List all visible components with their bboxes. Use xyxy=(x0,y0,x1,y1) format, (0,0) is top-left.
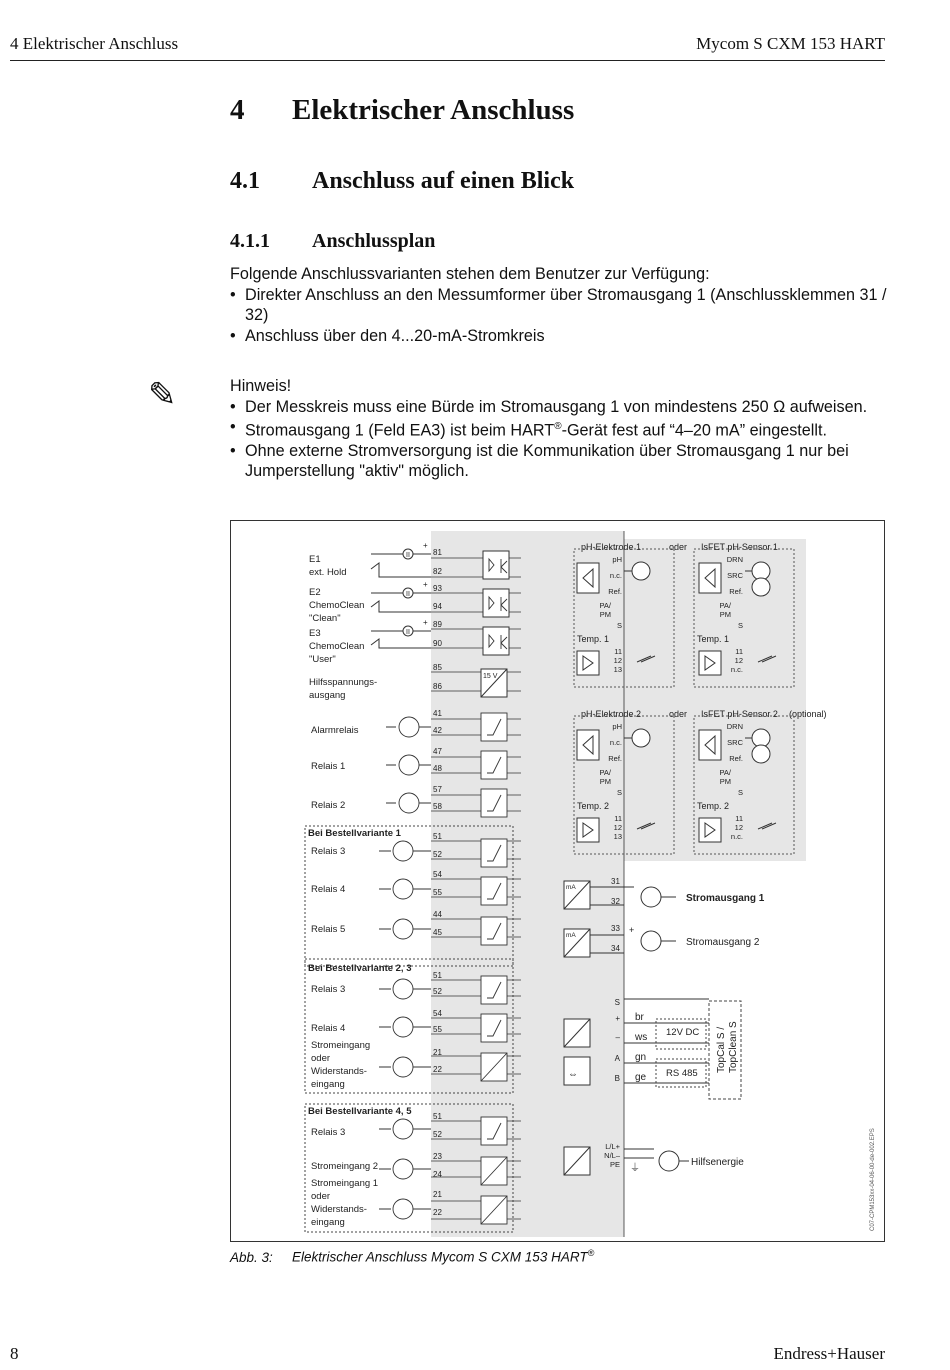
terminal-number: 81 xyxy=(433,548,442,557)
terminal-number: 41 xyxy=(433,709,442,718)
topcal-label: TopClean S xyxy=(728,1021,739,1073)
wiring-diagram-svg xyxy=(231,521,886,1243)
sensor-title: IsFET pH-Sensor 2 xyxy=(701,709,778,719)
pin-label: pH xyxy=(612,722,622,731)
bus-voltage: 12V DC xyxy=(666,1027,700,1038)
pin-label: L/L+ xyxy=(605,1142,620,1151)
power-label: Hilfsenergie xyxy=(691,1157,744,1168)
note-lead: Hinweis! xyxy=(230,377,292,395)
page-number: 8 xyxy=(10,1344,19,1363)
terminal-number: 42 xyxy=(433,726,442,735)
brand-logo: Endress+Hauser xyxy=(773,1344,885,1363)
pin-label: PM xyxy=(719,610,731,619)
pin-label: Ref. xyxy=(608,587,622,596)
terminal-number: 23 xyxy=(433,1152,442,1161)
terminal-number: 54 xyxy=(433,870,442,879)
pin-label: 13 xyxy=(613,832,622,841)
list-item: • Der Messkreis muss eine Bürde im Stromausgang 1 von mindestens 250 Ω aufweisen. xyxy=(230,397,890,418)
pin-label: A xyxy=(614,1054,620,1063)
terminal-number: 52 xyxy=(433,987,442,996)
relay-label: Relais 3 xyxy=(311,1127,346,1138)
intro-list xyxy=(230,285,890,347)
output-unit: mA xyxy=(566,932,576,939)
terminal-number: 54 xyxy=(433,1009,442,1018)
input-label: E2 xyxy=(309,587,321,598)
pin-label: 11 xyxy=(614,647,622,656)
terminal-number: 52 xyxy=(433,850,442,859)
note-text: -Gerät fest auf “4–20 mA” eingestellt. xyxy=(561,421,827,440)
pin-label: N/L– xyxy=(604,1151,620,1160)
terminal-number: 22 xyxy=(433,1065,442,1074)
pin-label: PA/ xyxy=(599,768,611,777)
pin-label: S xyxy=(616,621,622,630)
sensor-or: oder xyxy=(669,542,688,552)
terminal-number: 86 xyxy=(433,682,442,691)
digital-input-e1 xyxy=(309,541,442,578)
input-label: eingang xyxy=(311,1079,345,1090)
registered-mark: ® xyxy=(554,421,562,432)
section-title: Anschluss auf einen Blick xyxy=(312,168,575,194)
topcal-label: TopCal S / xyxy=(716,1026,727,1073)
variant-title: Bei Bestellvariante 4, 5 xyxy=(308,1106,412,1117)
output-label: Stromausgang 1 xyxy=(686,893,765,904)
svg-text:+: + xyxy=(629,925,635,935)
pin-label: 11 xyxy=(735,814,743,823)
bus-protocol: RS 485 xyxy=(666,1068,698,1079)
relay-label: Alarmrelais xyxy=(311,725,359,736)
input-label: ChemoClean xyxy=(309,641,365,652)
sensor-title: pH-Elektrode 2 xyxy=(581,709,642,719)
terminal-number: 34 xyxy=(611,944,620,953)
note-list xyxy=(230,397,890,482)
note-paragraph xyxy=(230,376,890,482)
relay-label: Relais 1 xyxy=(311,761,346,772)
digital-input-e3 xyxy=(309,618,442,665)
temp-label: Temp. 1 xyxy=(697,634,730,644)
pin-label: Ref. xyxy=(608,754,622,763)
pin-label: S xyxy=(737,788,743,797)
terminal-number: 82 xyxy=(433,567,442,576)
pin-label: 12 xyxy=(734,823,743,832)
pin-label: 11 xyxy=(614,814,622,823)
wire-color: ge xyxy=(635,1072,647,1083)
aux-label: Hilfsspannungs- xyxy=(309,677,378,688)
pin-label: 12 xyxy=(613,823,622,832)
list-item: • Ohne externe Stromversorgung ist die Kommunikation über Stromausgang 1 nur bei Jumperstellung "aktiv" möglich. xyxy=(230,441,890,482)
terminal-number: 89 xyxy=(433,620,442,629)
pin-label: – xyxy=(615,1033,620,1042)
pin-label: Ref. xyxy=(729,754,743,763)
relay-label: Relais 2 xyxy=(311,800,346,811)
input-label: Widerstands- xyxy=(311,1066,367,1077)
input-label: ext. Hold xyxy=(309,567,347,578)
wire-color: gn xyxy=(635,1052,647,1063)
terminal-number: 47 xyxy=(433,747,442,756)
list-item xyxy=(230,417,890,441)
chapter-title: Elektrischer Anschluss xyxy=(292,94,575,126)
terminal-number: 55 xyxy=(433,888,442,897)
input-label: Stromeingang 2 xyxy=(311,1161,379,1172)
relay-2 xyxy=(311,785,442,811)
pin-label: n.c. xyxy=(730,832,743,841)
pencil-icon: ✎ xyxy=(148,376,177,414)
terminal-number: 45 xyxy=(433,928,442,937)
relay-label: Relais 3 xyxy=(311,984,346,995)
terminal-number: 22 xyxy=(433,1208,442,1217)
note-text: Stromausgang 1 (Feld EA3) ist beim HART xyxy=(245,421,555,440)
pin-label: 12 xyxy=(613,656,622,665)
pin-label: PM xyxy=(599,777,611,786)
terminal-number: 58 xyxy=(433,802,442,811)
subsection-heading xyxy=(230,230,435,253)
wiring-diagram xyxy=(230,520,885,1242)
subsection-number: 4.1.1 xyxy=(230,230,270,252)
wire-color: ws xyxy=(635,1032,648,1043)
pin-label: SRC xyxy=(727,738,743,747)
pin-label: n.c. xyxy=(730,665,743,674)
running-header-product: Mycom S CXM 153 HART xyxy=(696,34,885,53)
temp-label: Temp. 2 xyxy=(697,801,730,811)
terminal-number: 24 xyxy=(433,1170,442,1179)
input-label: oder xyxy=(311,1191,331,1202)
terminal-number: 57 xyxy=(433,785,442,794)
pin-label: S xyxy=(737,621,743,630)
input-label: Stromeingang xyxy=(311,1040,371,1051)
terminal-number: 31 xyxy=(611,877,620,886)
terminal-number: 33 xyxy=(611,924,620,933)
terminal-number: 93 xyxy=(433,584,442,593)
input-label: eingang xyxy=(311,1217,345,1228)
sensor-title: pH-Elektrode 1 xyxy=(581,542,642,552)
svg-text:+: + xyxy=(423,618,428,627)
input-label: oder xyxy=(311,1053,331,1064)
input-label: E1 xyxy=(309,554,321,565)
temp-label: Temp. 1 xyxy=(577,634,610,644)
input-label: ChemoClean xyxy=(309,600,365,611)
registered-mark: ® xyxy=(587,1248,595,1258)
terminal-number: 48 xyxy=(433,764,442,773)
chapter-number: 4 xyxy=(230,94,245,126)
pin-label: Ref. xyxy=(729,587,743,596)
chapter-heading xyxy=(230,94,574,127)
section-number: 4.1 xyxy=(230,168,260,194)
header-rule xyxy=(10,60,885,61)
pin-label: DRN xyxy=(726,722,743,731)
terminal-number: 85 xyxy=(433,663,442,672)
svg-text:II: II xyxy=(406,629,410,636)
input-label: Stromeingang 1 xyxy=(311,1178,379,1189)
pin-label: DRN xyxy=(726,555,743,564)
sensor-or: oder xyxy=(669,709,688,719)
variant-title: Bei Bestellvariante 1 xyxy=(308,828,401,839)
list-item: • Direkter Anschluss an den Messumformer über Stromausgang 1 (Anschlussklemmen 31 / 32) xyxy=(230,285,890,326)
sensor-title: IsFET pH-Sensor 1 xyxy=(701,542,778,552)
pin-label: S xyxy=(614,998,620,1007)
svg-text:II: II xyxy=(406,552,410,559)
pin-label: PE xyxy=(609,1160,620,1169)
intro-lead: Folgende Anschlussvarianten stehen dem Benutzer zur Verfügung: xyxy=(230,265,710,283)
pin-label: n.c. xyxy=(609,571,622,580)
intro-paragraph xyxy=(230,264,890,346)
pin-label: n.c. xyxy=(609,738,622,747)
relay-label: Relais 3 xyxy=(311,846,346,857)
terminal-number: 51 xyxy=(433,832,442,841)
relay-1 xyxy=(311,747,442,773)
input-label: E3 xyxy=(309,628,321,639)
caption-text: Elektrischer Anschluss Mycom S CXM 153 HART xyxy=(292,1249,588,1265)
pin-label: B xyxy=(614,1074,620,1083)
pin-label: PA/ xyxy=(719,768,731,777)
terminal-number: 55 xyxy=(433,1025,442,1034)
pin-label: PM xyxy=(719,777,731,786)
pin-label: 13 xyxy=(613,665,622,674)
relay-label: Relais 4 xyxy=(311,1023,346,1034)
ground-icon: ⏚ xyxy=(630,1163,640,1174)
pin-label: 12 xyxy=(734,656,743,665)
figure-number: Abb. 3: xyxy=(230,1249,273,1265)
temp-label: Temp. 2 xyxy=(577,801,610,811)
aux-label: ausgang xyxy=(309,690,346,701)
figure-caption xyxy=(230,1248,594,1265)
input-label: Widerstands- xyxy=(311,1204,367,1215)
svg-text:+: + xyxy=(423,580,428,589)
subsection-title: Anschlussplan xyxy=(312,230,436,252)
svg-text:II: II xyxy=(406,591,410,598)
relay-label: Relais 5 xyxy=(311,924,346,935)
terminal-number: 21 xyxy=(433,1190,442,1199)
pin-label: pH xyxy=(612,555,622,564)
terminal-number: 32 xyxy=(611,897,620,906)
terminal-number: 52 xyxy=(433,1130,442,1139)
svg-text:⇔: ⇔ xyxy=(568,1069,578,1080)
pin-label: 11 xyxy=(735,647,743,656)
terminal-number: 51 xyxy=(433,971,442,980)
relay-alarm xyxy=(311,709,442,736)
output-unit: mA xyxy=(566,884,576,891)
terminal-number: 90 xyxy=(433,639,442,648)
wire-color: br xyxy=(635,1012,644,1023)
terminal-number: 21 xyxy=(433,1048,442,1057)
variant-title: Bei Bestellvariante 2, 3 xyxy=(308,963,412,974)
terminal-number: 51 xyxy=(433,1112,442,1121)
running-header-chapter: 4 Elektrischer Anschluss xyxy=(10,34,179,53)
pin-label: PM xyxy=(599,610,611,619)
terminal-number: 94 xyxy=(433,602,442,611)
pin-label: SRC xyxy=(727,571,743,580)
list-item: • Anschluss über den 4...20-mA-Stromkreis xyxy=(230,326,890,347)
terminal-number: 44 xyxy=(433,910,442,919)
input-label: "User" xyxy=(309,654,336,665)
relay-label: Relais 4 xyxy=(311,884,346,895)
pin-label: S xyxy=(616,788,622,797)
pin-label: PA/ xyxy=(599,601,611,610)
figure-reference: C07-CPM153xx-04-06-00-de-002.EPS xyxy=(870,1128,876,1231)
aux-voltage: 15 V xyxy=(483,673,498,680)
sensor-optional: (optional) xyxy=(789,709,827,719)
output-label: Stromausgang 2 xyxy=(686,937,760,948)
input-label: "Clean" xyxy=(309,613,341,624)
svg-text:+: + xyxy=(423,541,428,550)
pin-label: PA/ xyxy=(719,601,731,610)
section-heading xyxy=(230,168,574,195)
pin-label: + xyxy=(615,1014,620,1023)
